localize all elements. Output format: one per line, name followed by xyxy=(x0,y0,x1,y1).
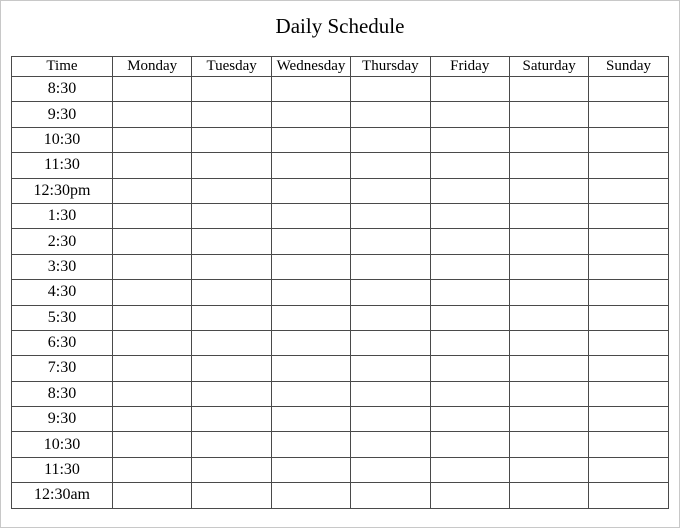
schedule-cell-thursday[interactable] xyxy=(351,153,430,178)
schedule-cell-sunday[interactable] xyxy=(589,330,668,355)
schedule-cell-saturday[interactable] xyxy=(509,153,588,178)
schedule-cell-friday[interactable] xyxy=(430,254,509,279)
schedule-cell-saturday[interactable] xyxy=(509,330,588,355)
schedule-cell-sunday[interactable] xyxy=(589,229,668,254)
schedule-cell-thursday[interactable] xyxy=(351,483,430,508)
schedule-cell-friday[interactable] xyxy=(430,381,509,406)
schedule-cell-monday[interactable] xyxy=(113,330,192,355)
schedule-cell-sunday[interactable] xyxy=(589,356,668,381)
schedule-cell-saturday[interactable] xyxy=(509,254,588,279)
schedule-cell-friday[interactable] xyxy=(430,77,509,102)
schedule-cell-saturday[interactable] xyxy=(509,203,588,228)
schedule-cell-wednesday[interactable] xyxy=(271,356,350,381)
schedule-cell-monday[interactable] xyxy=(113,254,192,279)
schedule-cell-saturday[interactable] xyxy=(509,178,588,203)
time-cell: 2:30 xyxy=(12,229,113,254)
schedule-cell-sunday[interactable] xyxy=(589,407,668,432)
table-row xyxy=(12,330,669,355)
time-cell: 8:30 xyxy=(12,381,113,406)
schedule-cell-sunday[interactable] xyxy=(589,457,668,482)
schedule-body xyxy=(12,77,669,509)
time-cell: 7:30 xyxy=(12,356,113,381)
schedule-cell-monday[interactable] xyxy=(113,77,192,102)
schedule-cell-tuesday[interactable] xyxy=(192,280,271,305)
schedule-cell-saturday[interactable] xyxy=(509,229,588,254)
schedule-cell-tuesday[interactable] xyxy=(192,457,271,482)
table-row xyxy=(12,153,669,178)
schedule-cell-tuesday[interactable] xyxy=(192,77,271,102)
schedule-cell-saturday[interactable] xyxy=(509,127,588,152)
table-row xyxy=(12,381,669,406)
schedule-cell-thursday[interactable] xyxy=(351,432,430,457)
schedule-cell-saturday[interactable] xyxy=(509,457,588,482)
schedule-cell-friday[interactable] xyxy=(430,457,509,482)
table-row xyxy=(12,77,669,102)
schedule-cell-friday[interactable] xyxy=(430,483,509,508)
schedule-cell-friday[interactable] xyxy=(430,432,509,457)
schedule-cell-sunday[interactable] xyxy=(589,102,668,127)
schedule-cell-wednesday[interactable] xyxy=(271,483,350,508)
schedule-cell-wednesday[interactable] xyxy=(271,254,350,279)
schedule-cell-monday[interactable] xyxy=(113,356,192,381)
schedule-cell-tuesday[interactable] xyxy=(192,381,271,406)
table-row xyxy=(12,407,669,432)
schedule-cell-wednesday[interactable] xyxy=(271,280,350,305)
schedule-cell-sunday[interactable] xyxy=(589,153,668,178)
schedule-cell-wednesday[interactable] xyxy=(271,457,350,482)
schedule-cell-wednesday[interactable] xyxy=(271,330,350,355)
page-title: Daily Schedule xyxy=(275,14,405,38)
schedule-cell-monday[interactable] xyxy=(113,178,192,203)
time-cell: 11:30 xyxy=(12,457,113,482)
time-cell: 10:30 xyxy=(12,127,113,152)
column-header-thursday: Thursday xyxy=(351,57,430,77)
schedule-cell-sunday[interactable] xyxy=(589,483,668,508)
schedule-cell-saturday[interactable] xyxy=(509,381,588,406)
schedule-cell-monday[interactable] xyxy=(113,381,192,406)
time-cell: 4:30 xyxy=(12,280,113,305)
schedule-cell-thursday[interactable] xyxy=(351,457,430,482)
time-cell: 11:30 xyxy=(12,153,113,178)
time-cell: 9:30 xyxy=(12,102,113,127)
table-row xyxy=(12,305,669,330)
schedule-cell-monday[interactable] xyxy=(113,229,192,254)
schedule-cell-sunday[interactable] xyxy=(589,381,668,406)
schedule-cell-wednesday[interactable] xyxy=(271,229,350,254)
schedule-cell-thursday[interactable] xyxy=(351,330,430,355)
table-row xyxy=(12,127,669,152)
schedule-cell-thursday[interactable] xyxy=(351,254,430,279)
schedule-table xyxy=(11,56,669,509)
schedule-cell-friday[interactable] xyxy=(430,178,509,203)
schedule-cell-sunday[interactable] xyxy=(589,254,668,279)
schedule-cell-saturday[interactable] xyxy=(509,77,588,102)
table-row xyxy=(12,178,669,203)
schedule-cell-tuesday[interactable] xyxy=(192,229,271,254)
time-cell: 8:30 xyxy=(12,77,113,102)
schedule-cell-wednesday[interactable] xyxy=(271,381,350,406)
column-header-sunday: Sunday xyxy=(589,57,668,77)
schedule-cell-monday[interactable] xyxy=(113,305,192,330)
schedule-cell-tuesday[interactable] xyxy=(192,127,271,152)
schedule-cell-thursday[interactable] xyxy=(351,127,430,152)
schedule-cell-monday[interactable] xyxy=(113,127,192,152)
column-header-saturday: Saturday xyxy=(509,57,588,77)
schedule-cell-friday[interactable] xyxy=(430,153,509,178)
schedule-cell-friday[interactable] xyxy=(430,330,509,355)
schedule-cell-wednesday[interactable] xyxy=(271,127,350,152)
schedule-cell-wednesday[interactable] xyxy=(271,407,350,432)
schedule-cell-sunday[interactable] xyxy=(589,77,668,102)
table-row xyxy=(12,102,669,127)
schedule-cell-monday[interactable] xyxy=(113,457,192,482)
schedule-cell-thursday[interactable] xyxy=(351,229,430,254)
time-cell: 9:30 xyxy=(12,407,113,432)
schedule-cell-friday[interactable] xyxy=(430,407,509,432)
table-row xyxy=(12,203,669,228)
header-row xyxy=(12,57,669,77)
time-cell: 12:30am xyxy=(12,483,113,508)
schedule-cell-thursday[interactable] xyxy=(351,356,430,381)
schedule-cell-tuesday[interactable] xyxy=(192,153,271,178)
schedule-cell-monday[interactable] xyxy=(113,280,192,305)
schedule-cell-friday[interactable] xyxy=(430,229,509,254)
table-row xyxy=(12,483,669,508)
schedule-cell-thursday[interactable] xyxy=(351,178,430,203)
schedule-cell-thursday[interactable] xyxy=(351,407,430,432)
schedule-cell-sunday[interactable] xyxy=(589,203,668,228)
schedule-cell-wednesday[interactable] xyxy=(271,102,350,127)
table-row xyxy=(12,280,669,305)
time-cell: 5:30 xyxy=(12,305,113,330)
table-row xyxy=(12,254,669,279)
schedule-cell-thursday[interactable] xyxy=(351,381,430,406)
column-header-friday: Friday xyxy=(430,57,509,77)
schedule-cell-monday[interactable] xyxy=(113,203,192,228)
time-cell: 12:30pm xyxy=(12,178,113,203)
schedule-cell-wednesday[interactable] xyxy=(271,178,350,203)
column-header-time: Time xyxy=(12,57,113,77)
time-cell: 10:30 xyxy=(12,432,113,457)
schedule-cell-tuesday[interactable] xyxy=(192,407,271,432)
column-header-wednesday: Wednesday xyxy=(271,57,350,77)
schedule-cell-thursday[interactable] xyxy=(351,203,430,228)
schedule-cell-wednesday[interactable] xyxy=(271,432,350,457)
schedule-cell-tuesday[interactable] xyxy=(192,330,271,355)
schedule-cell-friday[interactable] xyxy=(430,102,509,127)
schedule-cell-tuesday[interactable] xyxy=(192,483,271,508)
schedule-cell-saturday[interactable] xyxy=(509,356,588,381)
schedule-cell-saturday[interactable] xyxy=(509,432,588,457)
schedule-cell-tuesday[interactable] xyxy=(192,305,271,330)
table-row xyxy=(12,457,669,482)
schedule-cell-monday[interactable] xyxy=(113,102,192,127)
table-row xyxy=(12,432,669,457)
schedule-cell-tuesday[interactable] xyxy=(192,102,271,127)
schedule-cell-wednesday[interactable] xyxy=(271,305,350,330)
time-cell: 6:30 xyxy=(12,330,113,355)
schedule-cell-tuesday[interactable] xyxy=(192,356,271,381)
schedule-cell-sunday[interactable] xyxy=(589,432,668,457)
schedule-cell-wednesday[interactable] xyxy=(271,153,350,178)
schedule-cell-wednesday[interactable] xyxy=(271,203,350,228)
schedule-cell-friday[interactable] xyxy=(430,356,509,381)
column-header-tuesday: Tuesday xyxy=(192,57,271,77)
schedule-cell-sunday[interactable] xyxy=(589,178,668,203)
schedule-cell-saturday[interactable] xyxy=(509,102,588,127)
time-cell: 3:30 xyxy=(12,254,113,279)
schedule-cell-friday[interactable] xyxy=(430,127,509,152)
schedule-cell-tuesday[interactable] xyxy=(192,432,271,457)
schedule-cell-tuesday[interactable] xyxy=(192,203,271,228)
schedule-cell-monday[interactable] xyxy=(113,407,192,432)
schedule-cell-wednesday[interactable] xyxy=(271,77,350,102)
schedule-cell-monday[interactable] xyxy=(113,483,192,508)
schedule-cell-friday[interactable] xyxy=(430,203,509,228)
schedule-cell-saturday[interactable] xyxy=(509,305,588,330)
schedule-cell-tuesday[interactable] xyxy=(192,178,271,203)
table-row xyxy=(12,229,669,254)
schedule-cell-thursday[interactable] xyxy=(351,102,430,127)
schedule-cell-thursday[interactable] xyxy=(351,305,430,330)
table-row xyxy=(12,356,669,381)
time-cell: 1:30 xyxy=(12,203,113,228)
column-header-monday: Monday xyxy=(113,57,192,77)
schedule-cell-saturday[interactable] xyxy=(509,407,588,432)
schedule-cell-friday[interactable] xyxy=(430,305,509,330)
schedule-cell-tuesday[interactable] xyxy=(192,254,271,279)
schedule-cell-saturday[interactable] xyxy=(509,483,588,508)
schedule-cell-friday[interactable] xyxy=(430,280,509,305)
schedule-cell-monday[interactable] xyxy=(113,432,192,457)
schedule-cell-thursday[interactable] xyxy=(351,280,430,305)
schedule-cell-sunday[interactable] xyxy=(589,280,668,305)
schedule-cell-thursday[interactable] xyxy=(351,77,430,102)
schedule-cell-saturday[interactable] xyxy=(509,280,588,305)
schedule-cell-sunday[interactable] xyxy=(589,127,668,152)
schedule-cell-monday[interactable] xyxy=(113,153,192,178)
schedule-cell-sunday[interactable] xyxy=(589,305,668,330)
